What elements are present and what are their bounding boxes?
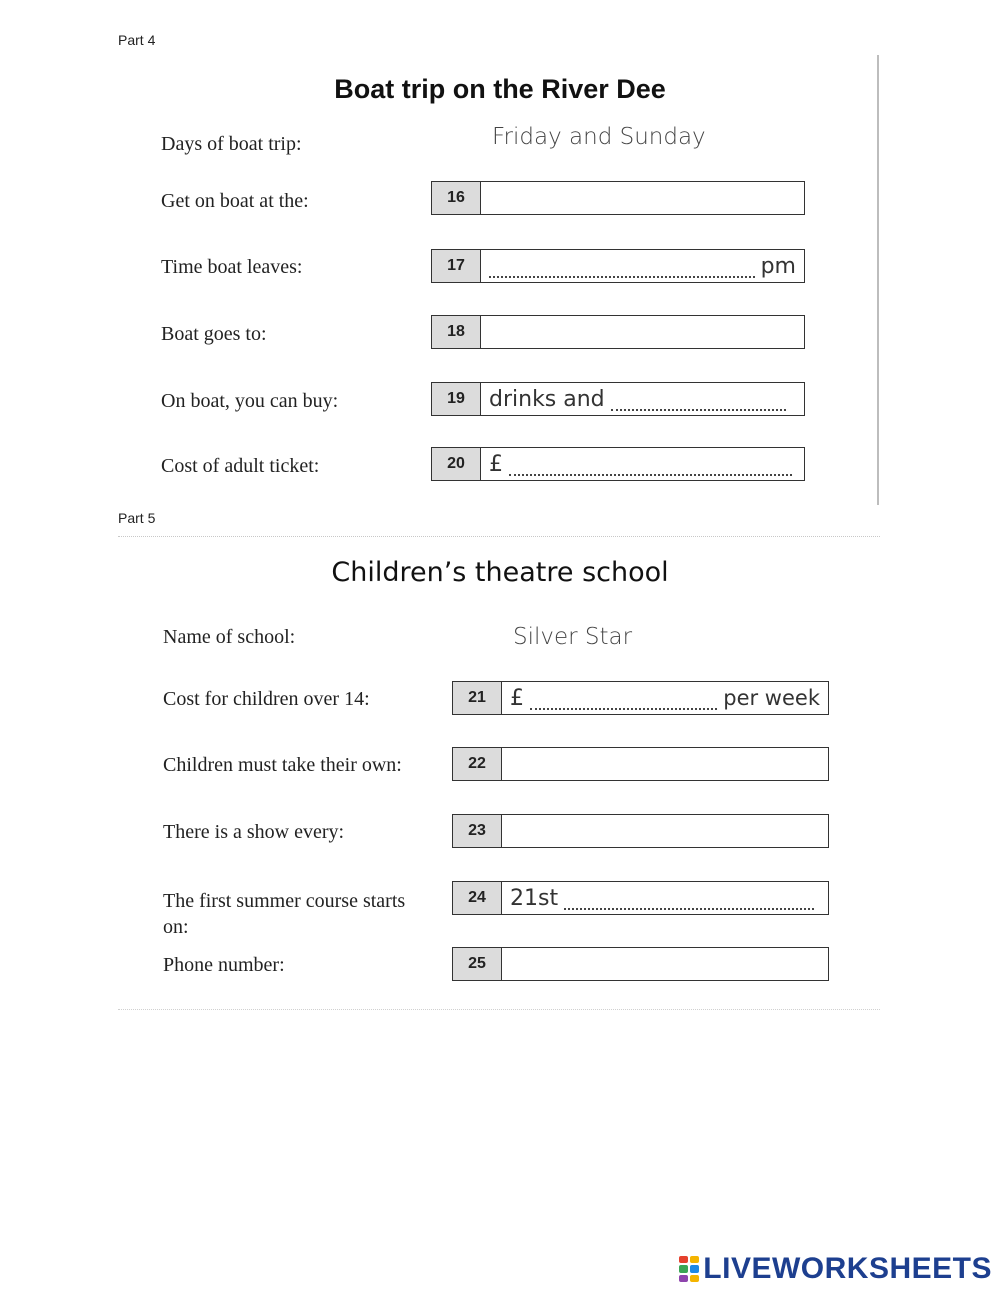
question-number-25: 25 <box>453 948 502 980</box>
school-name-value: Silver Star <box>513 624 633 650</box>
answer-field-24[interactable] <box>502 882 828 914</box>
row-24-label-line1: The first summer course starts <box>163 890 406 912</box>
answer-box-20[interactable] <box>431 447 805 481</box>
row-24-label <box>163 888 405 940</box>
part-5-top-border <box>118 536 880 537</box>
answer-box-18[interactable] <box>431 315 805 349</box>
answer-box-16[interactable] <box>431 181 805 215</box>
part-5-label: Part 5 <box>118 510 156 526</box>
row-24-label-line2: on: <box>163 916 189 938</box>
answer-field-20[interactable] <box>481 448 804 480</box>
question-number-17: 17 <box>432 250 481 282</box>
row-20-label: Cost of adult ticket: <box>161 455 320 477</box>
part-4-divider <box>877 55 879 505</box>
school-name-label: Name of school: <box>163 626 296 648</box>
answer-field-25[interactable] <box>502 948 828 980</box>
liveworksheets-logo-icon <box>679 1256 699 1282</box>
question-number-24: 24 <box>453 882 502 914</box>
answer-box-23[interactable] <box>452 814 829 848</box>
row-18-label: Boat goes to: <box>161 323 267 345</box>
answer-field-18[interactable] <box>481 316 804 348</box>
row-22-label: Children must take their own: <box>163 754 402 776</box>
answer-dots-19 <box>611 397 786 411</box>
question-number-23: 23 <box>453 815 502 847</box>
question-number-20: 20 <box>432 448 481 480</box>
answer-field-22[interactable] <box>502 748 828 780</box>
answer-prefix-20: £ <box>489 451 503 477</box>
row-21-label: Cost for children over 14: <box>163 688 370 710</box>
question-number-18: 18 <box>432 316 481 348</box>
answer-box-21[interactable] <box>452 681 829 715</box>
row-23-label: There is a show every: <box>163 821 345 843</box>
answer-dots-21 <box>530 696 717 710</box>
answer-field-23[interactable] <box>502 815 828 847</box>
liveworksheets-logo-text: LIVEWORKSHEETS <box>703 1252 992 1285</box>
answer-prefix-24: 21st <box>510 885 559 911</box>
days-label: Days of boat trip: <box>161 133 302 155</box>
question-number-21: 21 <box>453 682 502 714</box>
part-5-bottom-border <box>118 1009 880 1010</box>
row-16-label: Get on boat at the: <box>161 190 309 212</box>
answer-box-19[interactable] <box>431 382 805 416</box>
answer-box-22[interactable] <box>452 747 829 781</box>
liveworksheets-logo <box>679 1252 992 1286</box>
row-19-label: On boat, you can buy: <box>161 390 339 412</box>
answer-box-17[interactable] <box>431 249 805 283</box>
answer-suffix-21: per week <box>723 686 820 710</box>
question-number-22: 22 <box>453 748 502 780</box>
answer-dots-20 <box>509 462 792 476</box>
answer-dots-24 <box>564 896 814 910</box>
answer-field-17[interactable] <box>481 250 804 282</box>
answer-box-25[interactable] <box>452 947 829 981</box>
question-number-19: 19 <box>432 383 481 415</box>
question-number-16: 16 <box>432 182 481 214</box>
answer-box-24[interactable] <box>452 881 829 915</box>
days-value: Friday and Sunday <box>492 124 706 150</box>
answer-prefix-21: £ <box>510 685 524 711</box>
answer-prefix-19: drinks and <box>489 386 605 412</box>
answer-suffix-17: pm <box>760 253 796 279</box>
answer-field-21[interactable] <box>502 682 828 714</box>
answer-dots-17 <box>489 264 755 278</box>
row-17-label: Time boat leaves: <box>161 256 303 278</box>
answer-field-16[interactable] <box>481 182 804 214</box>
row-25-label: Phone number: <box>163 954 285 976</box>
part-4-label: Part 4 <box>118 32 156 48</box>
answer-field-19[interactable] <box>481 383 804 415</box>
part-4-title: Boat trip on the River Dee <box>334 74 666 104</box>
part-5-title: Children’s theatre school <box>331 557 669 588</box>
